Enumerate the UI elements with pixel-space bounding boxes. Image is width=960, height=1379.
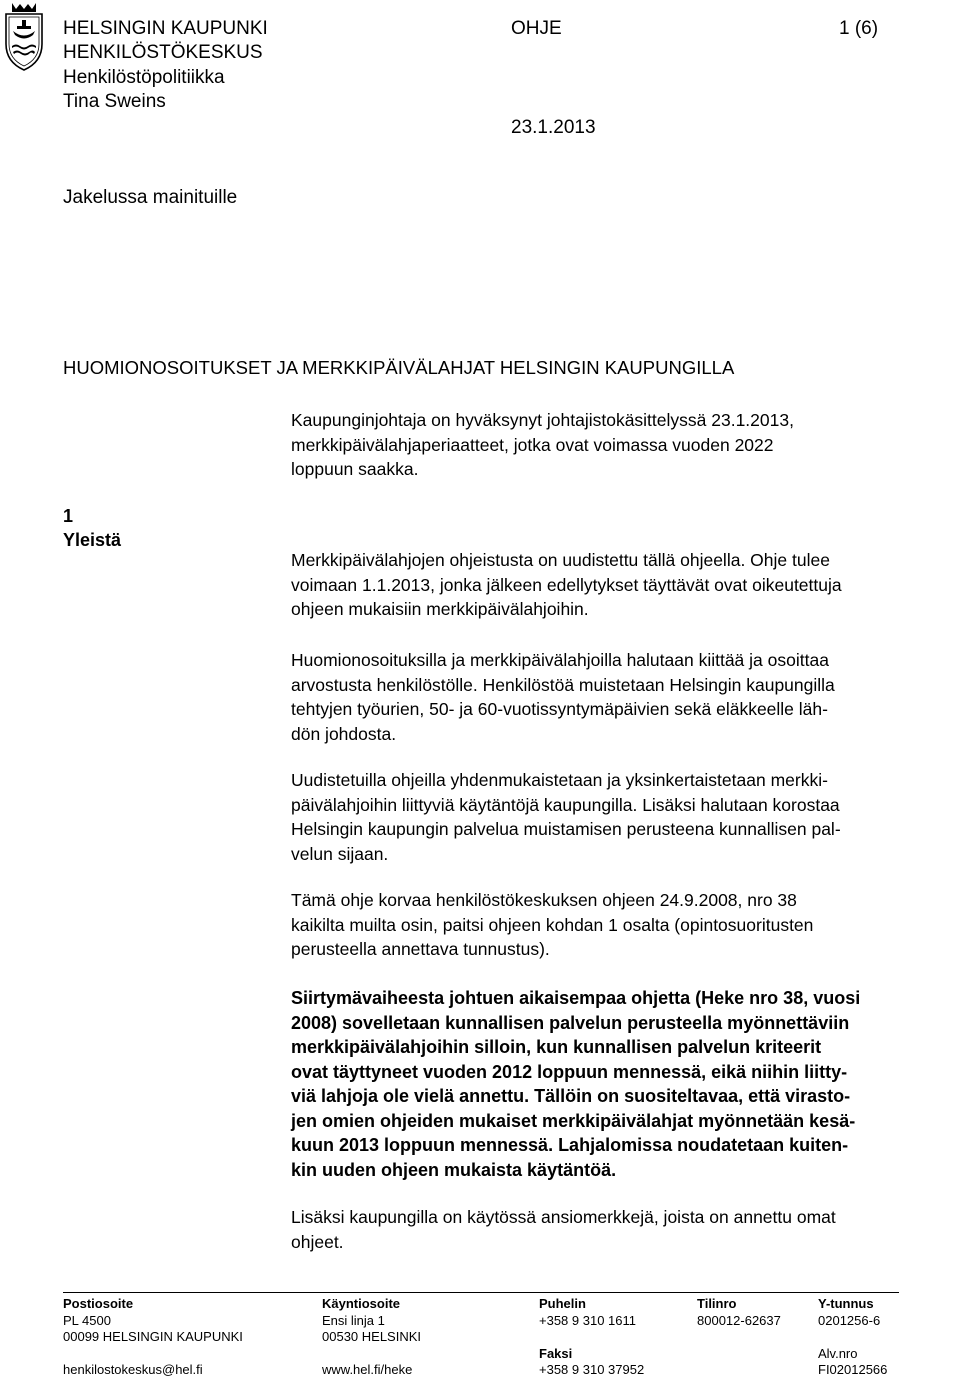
footer-visit: Käyntiosoite Ensi linja 1 00530 HELSINKI www.hel.fi/heke	[322, 1296, 422, 1377]
footer-divider	[63, 1292, 899, 1293]
paragraph-medals: Lisäksi kaupungilla on käytössä ansiomerkkejä, joista on annettu omat ohjeet.	[291, 1207, 836, 1252]
footer-website[interactable]: www.hel.fi/heke	[322, 1362, 413, 1377]
footer-postal: Postiosoite PL 4500 00099 HELSINGIN KAUPUNKI henkilostokeskus@hel.fi	[63, 1296, 243, 1377]
recipients: Jakelussa mainituille	[63, 187, 238, 208]
helsinki-coat-of-arms-logo	[0, 0, 48, 72]
page-number: 1 (6)	[839, 18, 879, 39]
document-type: OHJE	[511, 18, 562, 39]
department-name: HENKILÖSTÖKESKUS	[63, 42, 263, 63]
org-name: HELSINGIN KAUPUNKI	[63, 18, 268, 39]
author-name: Tina Sweins	[63, 91, 166, 112]
paragraph-transition: Siirtymävaiheesta johtuen aikaisempaa ohjetta (Heke nro 38, vuosi 2008) sovelletaan kunnallisen palvelun perusteella myönnettäviin merkkipäivälahjoihin silloin, kun kunnallisen palvelun kriteerit ovat täyttyneet vuoden 2012 loppuun mennessä, eikä niihin liitty- viä lahjoja ole vielä annettu. Tällöin on suositeltavaa, että virasto- jen omien ohjeiden mukaiset merkkipäivälahjat myönnetään kesä- kuun 2013 loppuun mennessä. Lahjalomissa noudatetaan kuiten- kin uuden ohjeen mukaista käytäntöä.	[291, 988, 861, 1180]
unit-name: Henkilöstöpolitiikka	[63, 67, 225, 88]
footer-phone: Puhelin +358 9 310 1611 Faksi +358 9 310 37952	[539, 1296, 645, 1377]
paragraph-approval: Kaupunginjohtaja on hyväksynyt johtajistokäsittelyssä 23.1.2013, merkkipäivälahjaperiaatteet, jotka ovat voimassa vuoden 2022 loppuun saakka.	[291, 410, 794, 479]
paragraph-purpose: Huomionosoituksilla ja merkkipäivälahjoilla halutaan kiittää ja osoittaa arvostusta henkilöstölle. Henkilöstöä muistetaan Helsingin kaupungilla tehtyjen työurien, 50- ja 60-vuotissyntymäpäivien sekä eläkkeelle läh- dön johdosta.	[291, 650, 835, 744]
section-number: 1	[63, 506, 74, 526]
paragraph-replacement: Tämä ohje korvaa henkilöstökeskuksen ohjeen 24.9.2008, nro 38 kaikilta muilta osin, paitsi ohjeen kohdan 1 osalta (opintosuoritusten perusteella annettava tunnustus).	[291, 890, 814, 959]
paragraph-renewal: Merkkipäivälahjojen ohjeistusta on uudistettu tällä ohjeella. Ohje tulee voimaan 1.1.2013, jonka jälkeen edellytykset täyttävät ovat oikeutettuja ohjeen mukaisiin merkkipäivälahjoihin.	[291, 550, 842, 619]
section-title: Yleistä	[63, 530, 122, 550]
paragraph-harmonization: Uudistetuilla ohjeilla yhdenmukaistetaan ja yksinkertaistetaan merkki- päivälahjoihin liittyviä käytäntöjä kaupungilla. Lisäksi halutaan korostaa Helsingin kaupungin palvelua muistamisen perusteena kunnallisen pal- velun sijaan.	[291, 770, 841, 864]
footer-email[interactable]: henkilostokeskus@hel.fi	[63, 1362, 203, 1377]
footer-business-id: Y-tunnus 0201256-6 Alv.nro FI02012566	[818, 1296, 888, 1377]
document-date: 23.1.2013	[511, 117, 596, 138]
footer-bank: Tilinro 800012-62637	[697, 1296, 781, 1328]
document-title: HUOMIONOSOITUKSET JA MERKKIPÄIVÄLAHJAT HELSINGIN KAUPUNGILLA	[63, 357, 735, 378]
